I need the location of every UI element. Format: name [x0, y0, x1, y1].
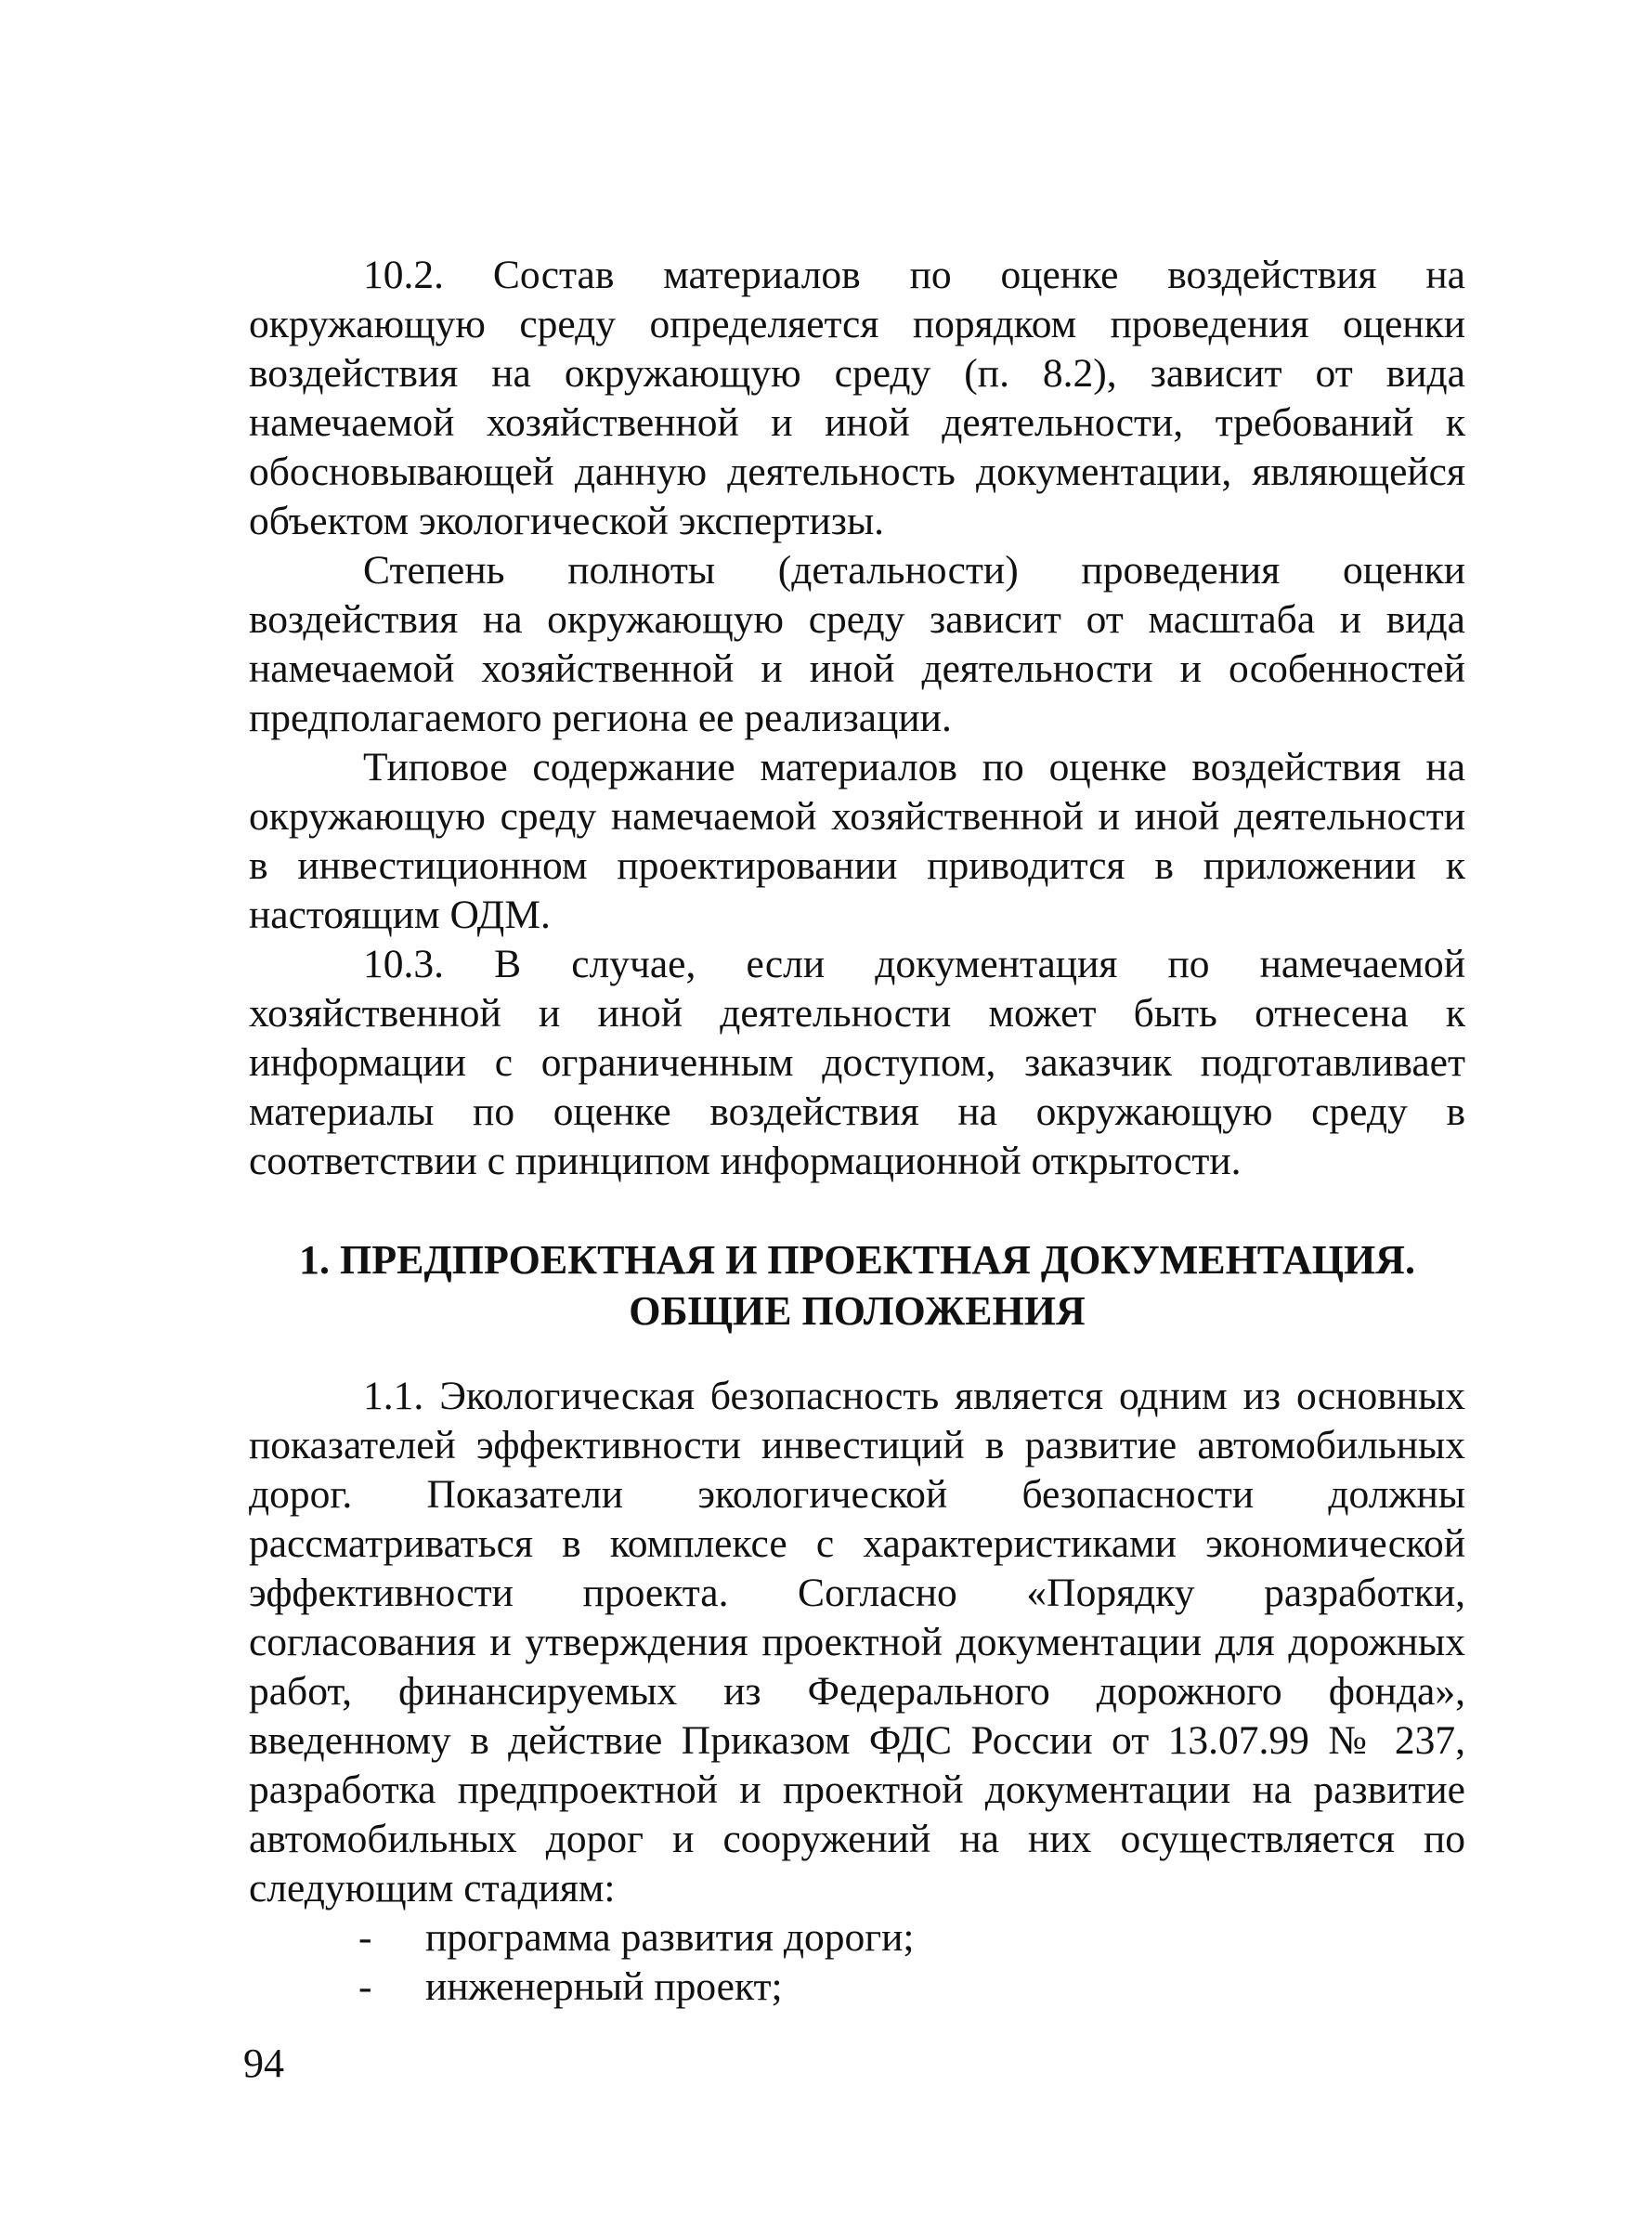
list-dash: -	[358, 1964, 372, 2009]
paragraph-10-2: 10.2. Состав материалов по оценке воздействия на окружающую среду определяется порядком проведения оценки воздействия на окружающую среду (п. 8.2), зависит от вида намечаемой хозяйственной и иной деятельности, требований к обосновывающей данную деятельность документации, являющейся объектом экологической экспертизы.	[249, 253, 1465, 543]
list-dash: -	[358, 1915, 372, 1960]
list-item-text: программа развития дороги;	[425, 1915, 915, 1960]
stages-list	[249, 1913, 1465, 2012]
section-heading	[249, 1234, 1465, 1337]
list-item-text: инженерный проект;	[425, 1964, 783, 2009]
paragraph-10-3: 10.3. В случае, если документация по намечаемой хозяйственной и иной деятельности может быть отнесена к информации с ограниченным доступом, заказчик подготавливает материалы по оценке воздействия на окружающую среду в соответствии с принципом информационной открытости.	[249, 942, 1465, 1183]
document-page	[249, 251, 1465, 2012]
page-number: 94	[243, 2041, 284, 2086]
paragraph-1-1: 1.1. Экологическая безопасность является одним из основных показателей эффективности инвестиций в развитие автомобильных дорог. Показатели экологической безопасности должны рассматриваться в комплексе с характеристиками экономической эффективности проекта. Согласно «Порядку разработки, согласования и утверждения проектной документации для дорожных работ, финансируемых из Федерального дорожного фонда», введенному в действие Приказом ФДС России от 13.07.99 № 237, разработка предпроектной и проектной документации на развитие автомобильных дорог и сооружений на них осуществляется по следующим стадиям:	[249, 1374, 1465, 1910]
list-item	[249, 1963, 1465, 2012]
list-item	[249, 1913, 1465, 1963]
section-heading-line-2: ОБЩИЕ ПОЛОЖЕНИЯ	[629, 1288, 1086, 1334]
paragraph-completeness: Степень полноты (детальности) проведения оценки воздействия на окружающую среду зависит от масштаба и вида намечаемой хозяйственной и иной деятельности и особенностей предполагаемого региона ее реализации.	[249, 548, 1465, 740]
section-heading-line-1: 1. ПРЕДПРОЕКТНАЯ И ПРОЕКТНАЯ ДОКУМЕНТАЦИЯ.	[299, 1237, 1415, 1283]
paragraph-typical-content: Типовое содержание материалов по оценке воздействия на окружающую среду намечаемой хозяйственной и иной деятельности в инвестиционном проектировании приводится в приложении к настоящим ОДМ.	[249, 745, 1465, 937]
